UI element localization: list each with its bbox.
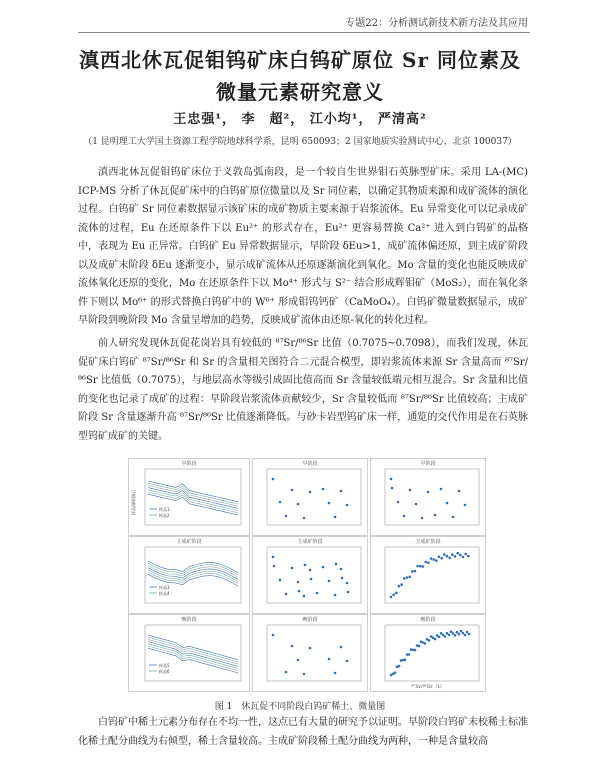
scatter-point [460, 630, 463, 633]
legend-label: 样品3 [159, 585, 170, 590]
scatter-point [440, 488, 443, 491]
scatter-point [394, 671, 397, 674]
scatter-chart-2 [371, 459, 485, 535]
scatter-point [341, 577, 344, 580]
running-head: 专题22：分析测试新技术新方法及其应用 [345, 18, 528, 29]
scatter-point [448, 557, 451, 560]
scatter-point [424, 642, 427, 645]
scatter-point [424, 561, 427, 564]
scatter-point [435, 559, 438, 562]
scatter-point [408, 576, 411, 579]
scatter-point [466, 631, 469, 634]
scatter-point [297, 503, 300, 506]
scatter-point [443, 553, 446, 556]
scatter-chart-3 [253, 537, 367, 613]
scatter-point [468, 633, 471, 636]
scatter-point [462, 632, 465, 635]
ree-series-line [148, 481, 238, 502]
scatter-point [430, 557, 433, 560]
scatter-point [454, 555, 457, 558]
plot-frame [267, 547, 361, 603]
scatter-xlabel: ⁸⁷Sr/⁸⁶Sr（t） [411, 684, 445, 690]
scatter-point [322, 488, 325, 491]
ree-series-line [148, 561, 238, 573]
scatter-point [403, 577, 406, 580]
scatter-point [303, 517, 306, 520]
scatter-point [310, 578, 313, 581]
plot-frame [267, 469, 361, 525]
figure-1 [128, 458, 486, 692]
scatter-point [415, 503, 418, 506]
scatter-point [328, 502, 331, 505]
scatter-point [279, 501, 282, 504]
scatter-point [291, 645, 294, 648]
scatter-panel-6 [370, 614, 486, 692]
scatter-point [414, 649, 417, 652]
scatter-point [459, 554, 462, 557]
scatter-point [446, 555, 449, 558]
plot-frame [385, 625, 479, 681]
legend-label: 样品2 [159, 513, 170, 518]
plot-frame [385, 469, 479, 525]
scatter-point [400, 583, 403, 586]
scatter-panel-title: 主成矿阶段 [415, 539, 441, 545]
scatter-point [451, 553, 454, 556]
scatter-point [432, 558, 435, 561]
scatter-chart-5 [253, 615, 367, 691]
scatter-chart-4 [371, 537, 485, 613]
ree-series-line [148, 563, 238, 575]
scatter-point [340, 646, 343, 649]
ree-panel-1 [128, 458, 250, 536]
scatter-point [411, 570, 414, 573]
scatter-point [409, 489, 412, 492]
scatter-point [334, 672, 337, 675]
scatter-point [406, 576, 409, 579]
ree-series-line [148, 485, 238, 506]
scatter-point [285, 671, 288, 674]
scatter-point [467, 555, 470, 558]
scatter-point [422, 565, 425, 568]
scatter-point [440, 557, 443, 560]
authors: 王忠强¹， 李 超²， 江小均¹， 严清高² [173, 112, 427, 127]
ree-chart-3 [129, 615, 249, 691]
header-rule [78, 32, 530, 33]
ree-series-line [148, 488, 238, 509]
scatter-point [328, 580, 331, 583]
paper-title [60, 44, 540, 108]
scatter-point [458, 490, 461, 493]
scatter-panel-3 [252, 536, 368, 614]
scatter-point [347, 591, 350, 594]
scatter-point [397, 501, 400, 504]
legend-label: 样品6 [159, 669, 170, 674]
scatter-point [272, 478, 275, 481]
legend-label: 样品5 [159, 663, 170, 668]
scatter-point [291, 567, 294, 570]
scatter-point [418, 645, 421, 648]
scatter-point [340, 568, 343, 571]
scatter-point [303, 595, 306, 598]
scatter-point [444, 635, 447, 638]
scatter-point [427, 491, 430, 494]
scatter-point [346, 504, 349, 507]
scatter-point [297, 581, 300, 584]
scatter-point [414, 570, 417, 573]
scatter-point [272, 556, 275, 559]
abstract-paragraph-2: 前人研究发现休瓦促花岗岩具有较低的 ⁸⁷Sr/⁸⁶Sr 比值（0.7075~0.7098），而我们发现，休瓦促矿床白钨矿 ⁸⁷Sr/⁸⁶Sr 和 Sr 的含量相关图符合二元混合模型，即岩浆流体来源 Sr 含量高而 ⁸⁷Sr/⁸⁶Sr 比值低（0.7075），与地层高水等级引成固比值高而 Sr 含量较低端元相互混合。Sr 含量和比值的变化也记录了成矿的过程：早阶段岩浆流体贡献较少，Sr 含量较低而 ⁸⁷Sr/⁸⁶Sr 比值较高；主成矿阶段 Sr 含量逐渐升高 ⁸⁷Sr/⁸⁶Sr 比值逐渐降低。与砂卡岩型钨矿床一样，通览的交代作用是在石英脉型钨矿成矿的关键。 [78, 338, 528, 442]
scatter-point [309, 491, 312, 494]
scatter-point [452, 632, 455, 635]
abstract-paragraph-1: 滇西北休瓦促钼钨矿床位于义敦岛弧南段，是一个较自生世界钼石英脉型矿床。采用 LA-(MC) ICP-MS 分析了休瓦促矿床中的白钨矿原位微量以及 Sr 同位素，以确定其物质来源和成矿流体的演化过程。白钨矿 Sr 同位素数据显示该矿床的成矿物质主要来源于岩浆流体。Eu 异常变化可以记录成矿流体的过程，Eu 在还原条件下以 Eu²⁺ 的形式存在，Eu²⁺ 更容易替换 Ca²⁺ 进入到白钨矿的晶格中，表现为 Eu 正异常。白钨矿 Eu 异常数据显示，早阶段 δEu>1，成矿流体偏还原，到主成矿阶段以及成矿末阶段 δEu 逐渐变小，显示成矿流体从还原逐渐演化到氧化。Mo 含量的变化也能反映成矿流体氧化还原的变化，Mo 在还原条件下以 Mo⁴⁺ 形式与 S²⁻ 结合形成辉钼矿（MoS₂），而在氧化条件下则以 Mo⁶⁺ 的形式替换白钨矿中的 W⁶⁺ 形成钼钨钙矿（CaMoO₄）。白钨矿微量数据显示，成矿早阶段到晚阶段 Mo 含量呈增加的趋势，反映成矿流体由还原-氧化的转化过程。 [78, 167, 528, 326]
scatter-point [464, 553, 467, 556]
title-line-2: 微量元素研究意义 [216, 80, 384, 104]
scatter-point [462, 556, 465, 559]
scatter-panel-1 [252, 458, 368, 536]
scatter-panel-title: 早阶段 [420, 461, 436, 467]
scatter-point [438, 636, 441, 639]
scatter-point [448, 634, 451, 637]
scatter-point [316, 592, 319, 595]
scatter-point [322, 566, 325, 569]
ree-panel-title: 早阶段 [181, 461, 197, 467]
scatter-point [403, 515, 406, 518]
scatter-point [464, 504, 467, 507]
figure-caption: 图 1 休瓦促不同阶段白钨矿稀土、微量图 [214, 702, 386, 712]
scatter-point [408, 653, 411, 656]
scatter-point [309, 569, 312, 572]
scatter-panel-title: 晚阶段 [420, 617, 436, 623]
scatter-point [340, 490, 343, 493]
scatter-point [416, 565, 419, 568]
legend-label: 样品4 [159, 591, 170, 596]
scatter-point [438, 556, 441, 559]
scatter-point [303, 673, 306, 676]
scatter-point [428, 639, 431, 642]
scatter-point [391, 487, 394, 490]
scatter-chart-6 [371, 615, 485, 691]
scatter-panel-5 [252, 614, 368, 692]
scatter-panel-4 [370, 536, 486, 614]
scatter-point [421, 517, 424, 520]
scatter-point [390, 596, 393, 599]
affiliation: （1 昆明理工大学国土资源工程学院地球科学系，昆明 650093；2 国家地质实验测试中心，北京 100037） [83, 137, 517, 147]
scatter-point [346, 582, 349, 585]
scatter-point [392, 593, 395, 596]
legend-label: 样品1 [159, 507, 170, 512]
ree-panel-3 [128, 614, 250, 692]
scatter-point [419, 565, 422, 568]
scatter-point [458, 633, 461, 636]
scatter-point [395, 592, 398, 595]
ree-chart-1 [129, 459, 249, 535]
ree-panel-title: 主成矿阶段 [176, 539, 202, 545]
scatter-point [398, 585, 401, 588]
scatter-point [346, 660, 349, 663]
scatter-point [285, 515, 288, 518]
scatter-point [279, 579, 282, 582]
scatter-point [304, 564, 307, 567]
scatter-point [454, 634, 457, 637]
scatter-point [309, 647, 312, 650]
scatter-point [456, 631, 459, 634]
scatter-point [452, 516, 455, 519]
scatter-point [404, 658, 407, 661]
abstract-paragraph-3: 白钨矿中稀土元素分布存在不均一性，这点已有大量的研究予以证明。早阶段白钨矿未校稀土标准化稀土配分曲线为右倾型，稀土含量较高。主成矿阶段稀土配分曲线为两种，一种是含量较高 [78, 717, 528, 747]
scatter-panel-2 [370, 458, 486, 536]
ree-series-line [148, 483, 238, 504]
scatter-point [434, 514, 437, 517]
scatter-point [298, 590, 301, 593]
scatter-point [390, 478, 393, 481]
ree-chart-2 [129, 537, 249, 613]
scatter-point [456, 552, 459, 555]
plot-frame [385, 547, 479, 603]
scatter-point [334, 594, 337, 597]
ree-panel-title: 晚阶段 [181, 617, 197, 623]
plot-frame [267, 625, 361, 681]
scatter-point [335, 563, 338, 566]
scatter-point [328, 658, 331, 661]
scatter-point [450, 630, 453, 633]
scatter-point [427, 561, 430, 564]
scatter-panel-title: 早阶段 [302, 461, 318, 467]
ree-panel-2 [128, 536, 250, 614]
scatter-point [446, 632, 449, 635]
scatter-chart-1 [253, 459, 367, 535]
scatter-point [291, 489, 294, 492]
scatter-point [398, 665, 401, 668]
scatter-point [464, 634, 467, 637]
scatter-point [285, 593, 288, 596]
scatter-point [297, 659, 300, 662]
scatter-point [446, 502, 449, 505]
scatter-panel-title: 主成矿阶段 [297, 539, 323, 545]
scatter-panel-title: 晚阶段 [302, 617, 318, 623]
scatter-point [334, 516, 337, 519]
title-line-1: 滇西北休瓦促钼钨矿床白钨矿原位 Sr 同位素及 [79, 48, 521, 72]
scatter-point [434, 638, 437, 641]
scatter-point [273, 565, 276, 568]
ree-ylabel: 样品/球粒陨石 [131, 489, 136, 515]
scatter-point [272, 634, 275, 637]
